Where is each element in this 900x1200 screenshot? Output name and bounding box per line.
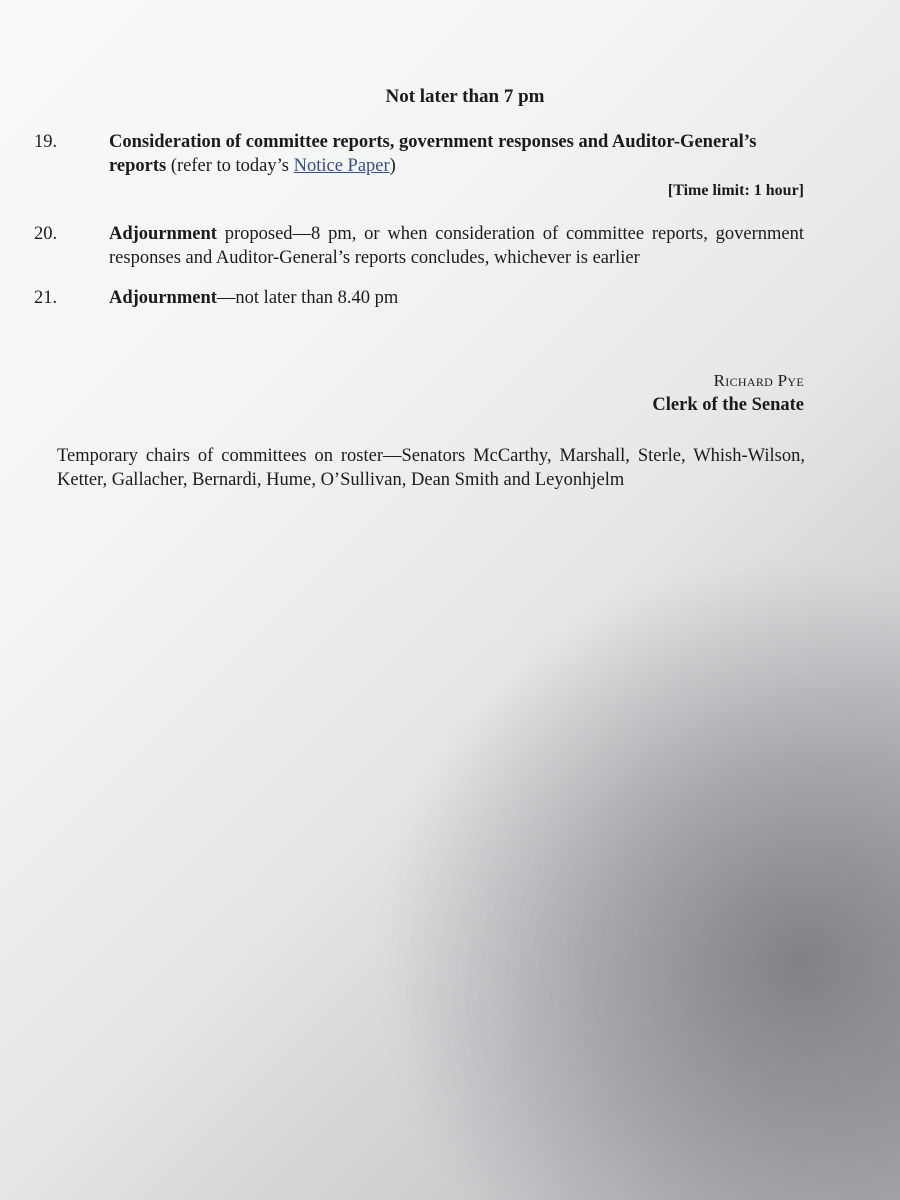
- notice-paper-link[interactable]: Notice Paper: [293, 156, 390, 176]
- item-text: (refer to today’s: [166, 156, 294, 176]
- item-number: 20.: [34, 224, 58, 244]
- item-number: 19.: [34, 132, 58, 152]
- item-text: —not later than 8.40 pm: [216, 288, 399, 308]
- signatory-name: Richard Pye: [713, 371, 804, 390]
- signature-block: [652, 368, 804, 418]
- item-text: proposed—8 pm, or when consideration of committee reports, government responses and Auditor-General’s reports concludes, whichever is earlier: [109, 224, 804, 268]
- order-item-20: [34, 222, 804, 270]
- item-title: Adjournment: [109, 288, 217, 308]
- signatory-title: Clerk of the Senate: [652, 395, 804, 415]
- time-limit-label: [Time limit: 1 hour]: [667, 182, 804, 199]
- show-through-text: [120, 352, 124, 372]
- order-item-21: [34, 286, 804, 310]
- item-title: Adjournment: [109, 224, 217, 244]
- photo-shadow: [380, 560, 900, 1200]
- order-item-19: [34, 130, 804, 178]
- item-text-end: ): [389, 156, 396, 176]
- item-title: Consideration of committee reports, government responses and Auditor-General’s reports: [109, 132, 757, 176]
- item-number: 21.: [34, 288, 58, 308]
- section-heading: Not later than 7 pm: [385, 86, 545, 107]
- temporary-chairs-note: Temporary chairs of committees on roster—Senators McCarthy, Marshall, Sterle, Whish-Wilson, Ketter, Gallacher, Bernardi, Hume, O’Sullivan, Dean Smith and Leyonhjelm: [57, 446, 805, 490]
